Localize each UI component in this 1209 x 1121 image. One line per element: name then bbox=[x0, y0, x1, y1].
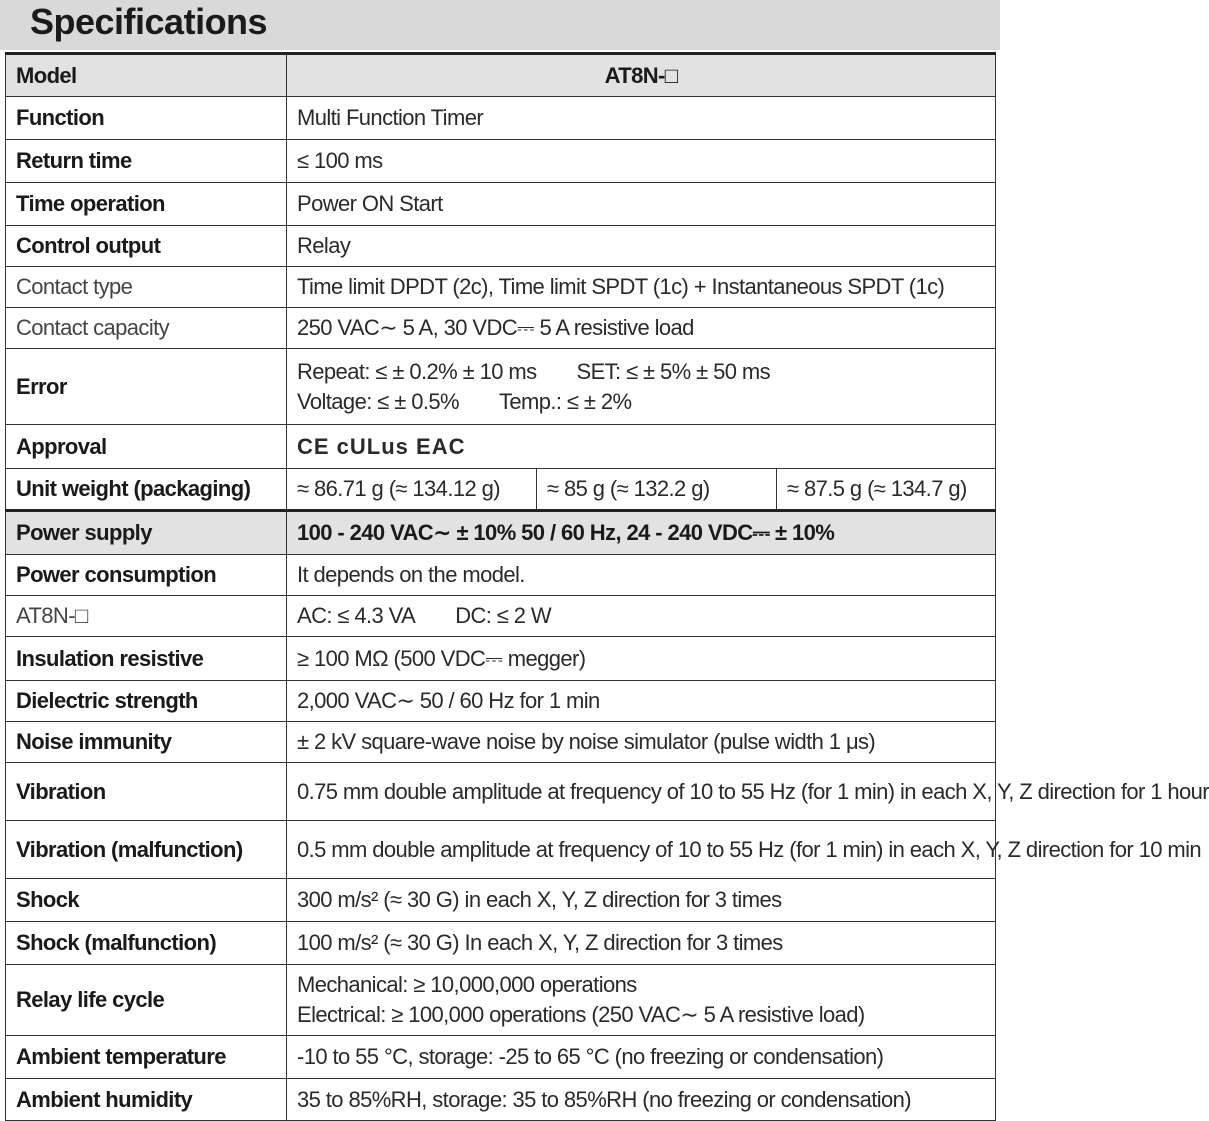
contact-type-value: Time limit DPDT (2c), Time limit SPDT (1c) + Instantaneous SPDT (1c) bbox=[287, 267, 996, 308]
table-row bbox=[6, 922, 996, 965]
table-row bbox=[6, 308, 996, 349]
shock-malfunction-value: 100 m/s² (≈ 30 G) In each X, Y, Z direction for 3 times bbox=[287, 922, 996, 965]
shock-label: Shock bbox=[6, 879, 287, 922]
model-label: Model bbox=[6, 54, 287, 97]
at8n-value bbox=[287, 596, 996, 637]
relay-life-mechanical: Mechanical: ≥ 10,000,000 operations bbox=[297, 972, 637, 997]
control-output-label: Control output bbox=[6, 226, 287, 267]
table-row bbox=[6, 511, 996, 555]
at8n-ac: AC: ≤ 4.3 VA bbox=[297, 603, 416, 628]
error-value bbox=[287, 349, 996, 425]
noise-value: ± 2 kV square-wave noise by noise simulator (pulse width 1 μs) bbox=[287, 722, 996, 763]
relay-life-electrical: Electrical: ≥ 100,000 operations (250 VAC∼ 5 A resistive load) bbox=[297, 1002, 865, 1027]
control-output-value: Relay bbox=[287, 226, 996, 267]
table-row bbox=[6, 183, 996, 226]
shock-malfunction-label: Shock (malfunction) bbox=[6, 922, 287, 965]
approval-label: Approval bbox=[6, 425, 287, 469]
power-supply-label: Power supply bbox=[6, 511, 287, 555]
table-row bbox=[6, 763, 996, 821]
insulation-value: ≥ 100 MΩ (500 VDC⎓ megger) bbox=[287, 637, 996, 681]
table-row bbox=[6, 425, 996, 469]
return-time-value: ≤ 100 ms bbox=[287, 140, 996, 183]
power-consumption-label: Power consumption bbox=[6, 555, 287, 596]
time-operation-value: Power ON Start bbox=[287, 183, 996, 226]
vibration-value: 0.75 mm double amplitude at frequency of 10 to 55 Hz (for 1 min) in each X, Y, Z direction for 1 hour bbox=[287, 763, 996, 821]
table-row bbox=[6, 1079, 996, 1121]
at8n-dc: DC: ≤ 2 W bbox=[455, 603, 552, 628]
unit-weight-value-1: ≈ 86.71 g (≈ 134.12 g) bbox=[287, 469, 537, 511]
table-row bbox=[6, 596, 996, 637]
vibration-label: Vibration bbox=[6, 763, 287, 821]
vibration-malfunction-value: 0.5 mm double amplitude at frequency of 10 to 55 Hz (for 1 min) in each X, Y, Z direction for 10 min bbox=[287, 821, 996, 879]
power-supply-value: 100 - 240 VAC∼ ± 10% 50 / 60 Hz, 24 - 240 VDC⎓ ± 10% bbox=[287, 511, 996, 555]
table-row bbox=[6, 681, 996, 722]
relay-life-label: Relay life cycle bbox=[6, 965, 287, 1036]
error-label: Error bbox=[6, 349, 287, 425]
contact-capacity-label: Contact capacity bbox=[6, 308, 287, 349]
table-row bbox=[6, 722, 996, 763]
approval-value bbox=[287, 425, 996, 469]
table-row bbox=[6, 637, 996, 681]
function-label: Function bbox=[6, 97, 287, 140]
error-temp: Temp.: ≤ ± 2% bbox=[498, 388, 632, 414]
function-value: Multi Function Timer bbox=[287, 97, 996, 140]
ambient-humidity-label: Ambient humidity bbox=[6, 1079, 287, 1121]
error-set: SET: ≤ ± 5% ± 50 ms bbox=[576, 358, 771, 384]
error-repeat: Repeat: ≤ ± 0.2% ± 10 ms bbox=[297, 358, 537, 384]
insulation-label: Insulation resistive bbox=[6, 637, 287, 681]
table-row bbox=[6, 821, 996, 879]
return-time-label: Return time bbox=[6, 140, 287, 183]
shock-value: 300 m/s² (≈ 30 G) in each X, Y, Z direction for 3 times bbox=[287, 879, 996, 922]
title-bar bbox=[0, 0, 1000, 50]
page-title: Specifications bbox=[30, 1, 268, 42]
model-value: AT8N-□ bbox=[287, 54, 996, 97]
at8n-label: AT8N-□ bbox=[6, 596, 287, 637]
power-consumption-value: It depends on the model. bbox=[287, 555, 996, 596]
dielectric-value: 2,000 VAC∼ 50 / 60 Hz for 1 min bbox=[287, 681, 996, 722]
ambient-temp-label: Ambient temperature bbox=[6, 1036, 287, 1079]
unit-weight-value-3: ≈ 87.5 g (≈ 134.7 g) bbox=[777, 469, 996, 511]
table-row bbox=[6, 469, 996, 511]
time-operation-label: Time operation bbox=[6, 183, 287, 226]
error-voltage: Voltage: ≤ ± 0.5% bbox=[297, 388, 459, 414]
certification-marks-icon: CE cULus EAC bbox=[297, 433, 466, 459]
relay-life-value bbox=[287, 965, 996, 1036]
ambient-humidity-value: 35 to 85%RH, storage: 35 to 85%RH (no freezing or condensation) bbox=[287, 1079, 996, 1121]
contact-capacity-value: 250 VAC∼ 5 A, 30 VDC⎓ 5 A resistive load bbox=[287, 308, 996, 349]
table-row bbox=[6, 965, 996, 1036]
vibration-malfunction-label: Vibration (malfunction) bbox=[6, 821, 287, 879]
table-row bbox=[6, 1036, 996, 1079]
table-row bbox=[6, 54, 996, 97]
specifications-table bbox=[5, 52, 1209, 1121]
unit-weight-value-2: ≈ 85 g (≈ 132.2 g) bbox=[537, 469, 777, 511]
table-row bbox=[6, 267, 996, 308]
table-row bbox=[6, 226, 996, 267]
table-row bbox=[6, 879, 996, 922]
table-row bbox=[6, 140, 996, 183]
noise-label: Noise immunity bbox=[6, 722, 287, 763]
contact-type-label: Contact type bbox=[6, 267, 287, 308]
dielectric-label: Dielectric strength bbox=[6, 681, 287, 722]
table-row bbox=[6, 349, 996, 425]
table-row bbox=[6, 555, 996, 596]
unit-weight-label: Unit weight (packaging) bbox=[6, 469, 287, 511]
table-row bbox=[6, 97, 996, 140]
ambient-temp-value: -10 to 55 °C, storage: -25 to 65 °C (no freezing or condensation) bbox=[287, 1036, 996, 1079]
